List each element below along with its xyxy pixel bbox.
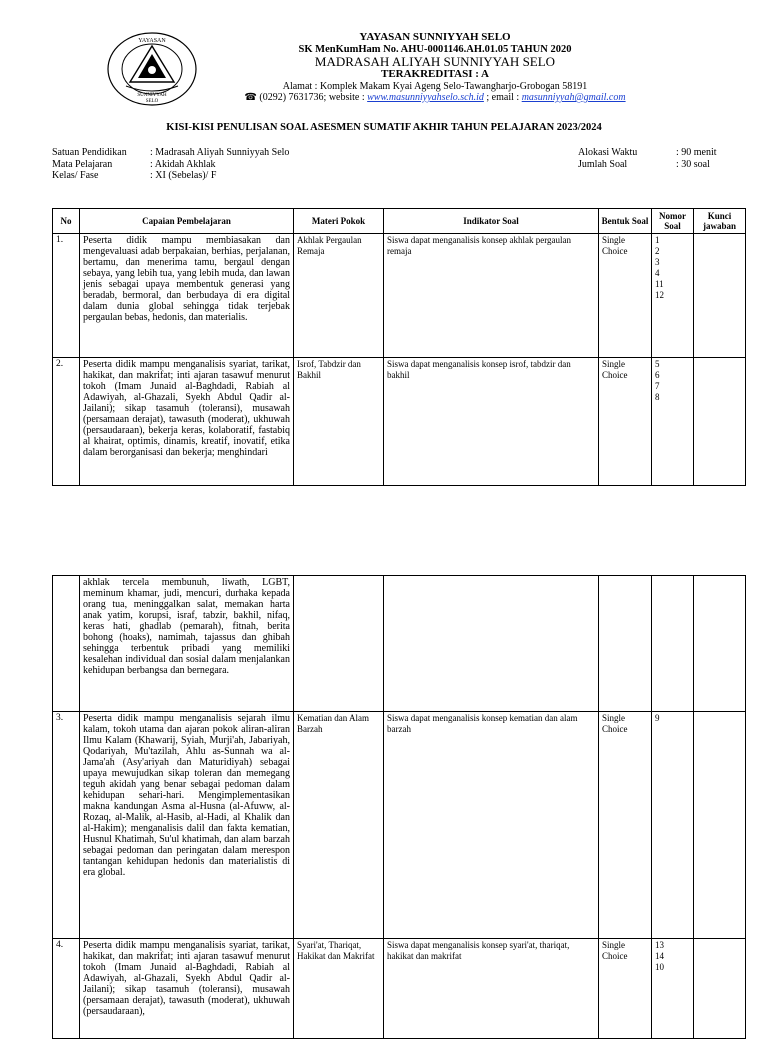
meta-value: : XI (Sebelas)/ F	[150, 170, 217, 181]
cell-no: 2.	[53, 358, 80, 486]
school-name: MADRASAH ALIYAH SUNNIYYAH SELO	[314, 54, 556, 69]
meta-row	[52, 147, 289, 159]
cell-indikator: Siswa dapat menganalisis konsep syari'at, thariqat, hakikat dan makrifat	[384, 939, 599, 1039]
school-seal-logo	[104, 30, 200, 108]
logo-text-bottom2: SELO	[145, 99, 159, 104]
cell-bentuk: Single Choice	[599, 358, 652, 486]
table-header-row	[53, 209, 746, 234]
meta-key: Mata Pelajaran	[52, 158, 113, 170]
logo-text-bottom: SUNNIYYAH	[137, 93, 167, 98]
column-header-kunci: Kunci jawaban	[694, 209, 746, 234]
cell-no: 3.	[53, 712, 80, 939]
cell-bentuk	[599, 576, 652, 712]
table-row	[53, 234, 746, 358]
accreditation: TERAKREDITASI : A	[381, 68, 489, 80]
column-header-bentuk: Bentuk Soal	[599, 209, 652, 234]
logo-text-top: YAYASAN	[138, 38, 166, 44]
meta-value: : Akidah Akhlak	[150, 158, 216, 170]
cell-cp: Peserta didik mampu membiasakan dan mengevaluasi adab berpakaian, berhias, perjalanan, bertamu, dan menerima tamu, bergaul dengan sebaya, yang lebih tua, yang lebih muda, dan lawan jenis sebagai upaya membentuk generasi yang beradab, bermoral, dan berbudaya di era digital dalam dunia global sehingga tidak terjebak pergaulan bebas, hedonis, dan materialis.	[80, 234, 294, 358]
meta-row	[578, 159, 717, 171]
cell-kunci	[694, 576, 746, 712]
meta-value: : Madrasah Aliyah Sunniyyah Selo	[150, 147, 290, 158]
decree-number: SK MenKumHam No. AHU-0001146.AH.01.05 TAHUN 2020	[298, 43, 572, 55]
cell-cp: Peserta didik mampu menganalisis syariat, tarikat, hakikat, dan makrifat; inti ajaran tasawuf menurut tokoh (Imam Junaid al-Baghdadi, Rabiah al Adawiyah, al-Ghazali, Syekh Abdul Qadir al-Jailani); sikap tasamuh (toleransi), musawah (persamaan derajat), tawasuth (moderat), ukhuwah (persaudaraan), bekerja keras, kolaboratif, fastabiq al khairat, optimis, dinamis, kreatif, inovatif, etika dalam berorganisasi dan bekerja; menghindari	[80, 358, 294, 486]
email-link[interactable]: masunniyyah@gmail.com	[521, 92, 626, 103]
cell-materi: Isrof, Tabdzir dan Bakhil	[294, 358, 384, 486]
cell-cp: Peserta didik mampu menganalisis sejarah ilmu kalam, tokoh utama dan ajaran pokok aliran-aliran Ilmu Kalam (Khawarij, Syiah, Murji'ah, Jabariyah, Qodariyah, Mu'tazilah, Ahlu as-Sunnah wa al-Jama'ah (Asy'ariyah dan Maturidiyah) sebagai upaya mewujudkan sikap toleran dan memegang teguh akidah yang benar sebagai pedoman dalam kehidupan sehari-hari. Mengimplementasikan makna kandungan Asma al-Husna (al-Afuww, al-Rozaq, al-Malik, al-Hasib, al-Hadi, al Khalik dan al-Hakim); menganalisis dalil dan fakta kematian, Husnul Khatimah, Su'ul khatimah, dan alam barzah sebagai pedoman dan peringatan dalam merespon tantangan kehidupan hedonis dan materialistis di era global.	[80, 712, 294, 939]
meta-key: Alokasi Waktu	[578, 147, 638, 158]
phone-icon: ☎	[244, 92, 257, 103]
cell-materi: Akhlak Pergaulan Remaja	[294, 234, 384, 358]
cell-bentuk: Single Choice	[599, 939, 652, 1039]
cell-indikator: Siswa dapat menganalisis konsep akhlak pergaulan remaja	[384, 234, 599, 358]
cell-nomor: 9	[652, 712, 694, 939]
email-label: ; email :	[486, 92, 520, 103]
meta-left	[52, 147, 289, 182]
column-header-indikator: Indikator Soal	[384, 209, 599, 234]
meta-key: Jumlah Soal	[578, 158, 628, 170]
meta-row	[578, 147, 717, 159]
kisi-kisi-table-continued	[52, 575, 746, 1039]
column-header-no: No	[53, 209, 80, 234]
document-title: KISI-KISI PENULISAN SOAL ASESMEN SUMATIF AKHIR TAHUN PELAJARAN 2023/2024	[166, 122, 602, 133]
cell-nomor: 1 2 3 4 11 12	[652, 234, 694, 358]
cell-kunci	[694, 358, 746, 486]
cell-bentuk: Single Choice	[599, 712, 652, 939]
column-header-materi: Materi Pokok	[294, 209, 384, 234]
meta-key: Kelas/ Fase	[52, 170, 99, 181]
cell-indikator: Siswa dapat menganalisis konsep isrof, tabdzir dan bakhil	[384, 358, 599, 486]
cell-cp: akhlak tercela membunuh, liwath, LGBT, meminum khamar, judi, mencuri, durhaka kepada orang tua, meninggalkan salat, memakan harta anak yatim, korupsi, israf, tabzir, bakhil, nifaq, keras hati, ghadlab (pemarah), fitnah, berita bohong (hoaks), namimah, tajassus dan ghibah sehingga terbentuk pribadi yang memiliki kesalehan individual dan sosial dalam menjalankan kehidupan berbangsa dan bernegara.	[80, 576, 294, 712]
cell-nomor	[652, 576, 694, 712]
column-header-cp: Capaian Pembelajaran	[80, 209, 294, 234]
address: Alamat : Komplek Makam Kyai Ageng Selo-Tawangharjo-Grobogan 58191	[282, 80, 588, 92]
table-row	[53, 576, 746, 712]
cell-materi	[294, 576, 384, 712]
cell-indikator	[384, 576, 599, 712]
cell-nomor: 5 6 7 8	[652, 358, 694, 486]
column-header-nomor: Nomor Soal	[652, 209, 694, 234]
cell-nomor: 13 14 10	[652, 939, 694, 1039]
meta-value: : 30 soal	[676, 158, 710, 170]
kisi-kisi-table	[52, 208, 746, 486]
meta-right	[578, 147, 717, 170]
meta-value: : 90 menit	[676, 147, 717, 158]
cell-materi: Kematian dan Alam Barzah	[294, 712, 384, 939]
cell-no: 4.	[53, 939, 80, 1039]
meta-key: Satuan Pendidikan	[52, 147, 127, 158]
foundation-name: YAYASAN SUNNIYYAH SELO	[359, 31, 511, 43]
cell-kunci	[694, 712, 746, 939]
cell-kunci	[694, 234, 746, 358]
cell-materi: Syari'at, Thariqat, Hakikat dan Makrifat	[294, 939, 384, 1039]
meta-row	[52, 170, 289, 182]
website-link[interactable]: www.masunniyyahselo.sch.id	[367, 92, 484, 103]
letterhead	[200, 32, 670, 104]
cell-no	[53, 576, 80, 712]
cell-cp: Peserta didik mampu menganalisis syariat, tarikat, hakikat, dan makrifat; inti ajaran tasawuf menurut tokoh (Imam Junaid al-Baghdadi, Rabiah al Adawiyah, al-Ghazali, Syekh Abdul Qadir al-Jailani); sikap tasamuh (toleransi), musawah (persamaan derajat), tawasuth (moderat), ukhuwah (persaudaraan),	[80, 939, 294, 1039]
table-row	[53, 358, 746, 486]
cell-bentuk: Single Choice	[599, 234, 652, 358]
contact-line	[200, 92, 670, 104]
meta-row	[52, 159, 289, 171]
table-row	[53, 712, 746, 939]
phone-text: (0292) 7631736; website :	[259, 92, 365, 103]
cell-indikator: Siswa dapat menganalisis konsep kematian dan alam barzah	[384, 712, 599, 939]
cell-no: 1.	[53, 234, 80, 358]
